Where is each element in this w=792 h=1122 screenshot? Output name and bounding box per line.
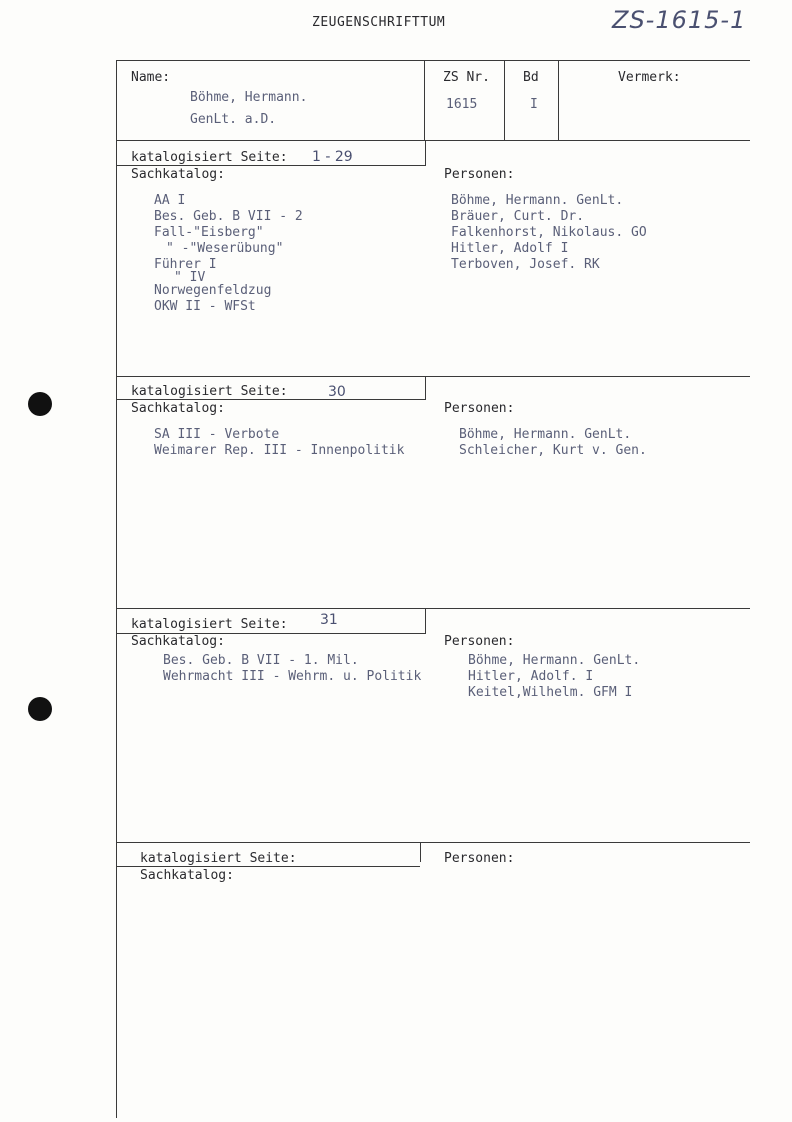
- section-1-katalog-label: katalogisiert Seite:: [131, 150, 288, 165]
- sach-item: " IV: [174, 270, 206, 285]
- punch-hole-top: [28, 392, 52, 416]
- section-4-sach-label: Sachkatalog:: [140, 868, 234, 883]
- vermerk-divider: [558, 60, 559, 140]
- section-4-top-border: [116, 842, 750, 843]
- vermerk-label: Vermerk:: [618, 70, 681, 85]
- sach-item: Fall-"Eisberg": [154, 225, 264, 240]
- section-1-sach-list: [154, 193, 303, 315]
- top-box-bottom-border: [116, 140, 750, 141]
- section-3-top-border: [116, 608, 750, 609]
- section-3-sach-label: Sachkatalog:: [131, 634, 225, 649]
- section-2-top-border: [116, 376, 750, 377]
- personen-item: Hitler, Adolf. I: [468, 669, 594, 684]
- sach-item: Norwegenfeldzug: [154, 283, 272, 298]
- section-3-katalog-label: katalogisiert Seite:: [131, 617, 288, 632]
- section-3-sach-list: [163, 653, 421, 685]
- section-2-seite-value: 30: [328, 384, 346, 400]
- section-1-sach-label: Sachkatalog:: [131, 167, 225, 182]
- top-box-top-border: [116, 60, 750, 61]
- name-label: Name:: [131, 70, 171, 85]
- zs-divider: [424, 60, 425, 140]
- section-3-personen-label: Personen:: [444, 634, 515, 649]
- section-4-personen-label: Personen:: [444, 851, 515, 866]
- section-3-personen-list: [468, 653, 640, 701]
- rank-value: GenLt. a.D.: [190, 112, 277, 127]
- sach-item: Bes. Geb. B VII - 1. Mil.: [163, 653, 359, 668]
- sach-item: AA I: [154, 193, 186, 208]
- personen-item: Falkenhorst, Nikolaus. GO: [451, 225, 647, 240]
- personen-item: Böhme, Hermann. GenLt.: [468, 653, 641, 668]
- section-4-katalog-divider: [420, 842, 421, 862]
- section-3-katalog-divider: [425, 608, 426, 634]
- section-2-katalog-divider: [425, 376, 426, 400]
- sach-item: Führer I: [154, 257, 217, 272]
- personen-item: Schleicher, Kurt v. Gen.: [459, 443, 647, 458]
- section-3-seite-value: 31: [320, 612, 338, 628]
- sach-item: SA III - Verbote: [154, 427, 280, 442]
- bd-value: I: [530, 97, 538, 112]
- section-1-personen-label: Personen:: [444, 167, 515, 182]
- section-4-katalog-label: katalogisiert Seite:: [140, 851, 297, 866]
- sach-item: OKW II - WFSt: [154, 299, 256, 314]
- section-2-sach-list: [154, 427, 404, 459]
- personen-item: Bräuer, Curt. Dr.: [451, 209, 585, 224]
- personen-item: Keitel,Wilhelm. GFM I: [468, 685, 633, 700]
- personen-item: Hitler, Adolf I: [451, 241, 569, 256]
- section-2-sach-label: Sachkatalog:: [131, 401, 225, 416]
- section-2-personen-label: Personen:: [444, 401, 515, 416]
- document-title: ZEUGENSCHRIFTTUM: [312, 15, 446, 30]
- bd-label: Bd: [523, 70, 539, 85]
- section-1-seite-value: 1 - 29: [312, 149, 353, 165]
- section-1-personen-list: [451, 193, 647, 273]
- section-2-personen-list: [459, 427, 647, 459]
- section-1-katalog-divider: [425, 140, 426, 166]
- personen-item: Böhme, Hermann. GenLt.: [459, 427, 632, 442]
- zs-value: 1615: [446, 97, 478, 112]
- archive-stamp: ZS-1615-1: [612, 6, 747, 34]
- punch-hole-bottom: [28, 697, 52, 721]
- personen-item: Terboven, Josef. RK: [451, 257, 600, 272]
- sach-item: Weimarer Rep. III - Innenpolitik: [154, 443, 405, 458]
- bd-divider: [504, 60, 505, 140]
- sach-item: " -"Weserübung": [166, 241, 284, 256]
- name-value: Böhme, Hermann.: [190, 90, 308, 105]
- zs-label: ZS Nr.: [443, 70, 490, 85]
- sach-item: Bes. Geb. B VII - 2: [154, 209, 303, 224]
- section-2-katalog-label: katalogisiert Seite:: [131, 384, 288, 399]
- sach-item: Wehrmacht III - Wehrm. u. Politik: [163, 669, 422, 684]
- personen-item: Böhme, Hermann. GenLt.: [451, 193, 624, 208]
- left-margin-line: [116, 60, 117, 1118]
